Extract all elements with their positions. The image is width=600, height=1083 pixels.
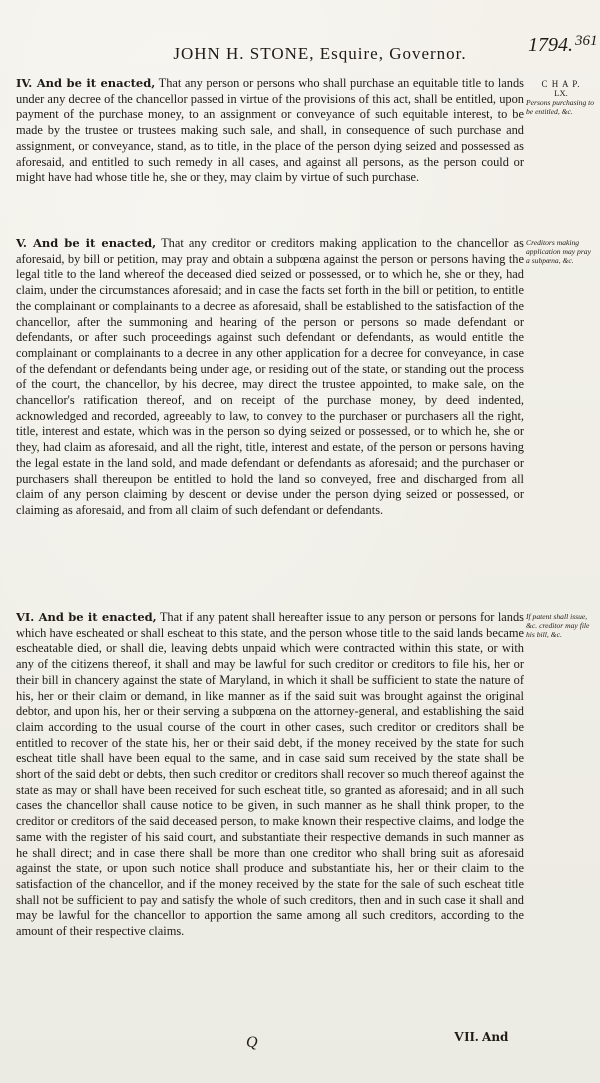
section-v-body: That any creditor or creditors making application to the chancellor as aforesaid, by bill or petition, may pray and obtain a subpœna against the person or persons having the legal title to the land whereof the deceased died seized or possessed, or to which he, she or they, had claim, under the circumstances aforesaid; and in case the facts set forth in the bill or petition, to entitle the complainant or complainants to a decree as aforesaid, shall be established to the satisfaction of the chancellor, after the summoning and hearing of the person or persons so made defendant or defendants, or after such proceedings against such defendant or defendants, as would entitle the complainant or complainants to a decree in any other application for a decree for conveyance, in case of the defendant or defendants being under age, or residing out of the state, or standing out the process of the court, the chancellor, by his decree, may direct the trustee appointed, to make sale, on the chancellor's ratification thereof, and on receipt of the purchase money, by deed indented, acknowledged and recorded, agreeably to law, to convey to the purchaser or purchasers all the right, title, interest and estate, which was in the person so dying seized or possessed, or to which he, she or they, had claim as aforesaid, and all the right, title, interest and estate, of the person or persons having the legal estate in the land sold, and made defendant or defendants as aforesaid; and the purchaser or purchasers shall thereupon be entitled to hold the land so conveyed, free and discharged from all claim of any person claiming by descent or devise under the person dying seized or possessed, or claiming as aforesaid, and from all claim of such defendant or defendants. (16, 236, 524, 517)
section-v-lead: V. And be it enacted, (16, 236, 157, 250)
section-vi-lead: VI. And be it enacted, (16, 610, 157, 624)
section-vi (16, 610, 524, 940)
margin-note-vi (526, 612, 596, 639)
section-vi-body: That if any patent shall hereafter issue to any person or persons for lands which have escheated or shall escheat to this state, and the person whose title to the said lands became escheatable died, or shall die, leaving debts unpaid which were contracted within this state, or with any of the citizens thereof, it shall and may be lawful for such creditor or creditors to file his, her or their bill in chancery against the state of Maryland, in which it shall be sufficient to state the nature of his, her or their claim or demand, in like manner as if the said suit was brought against the original debtor, and upon his, her or their serving a subpœna on the attorney-general, and establishing the said claim according to the usual course of the court in other cases, such creditor or creditors shall be entitled to recover of the state his, her or their said debt, if the money received by the state for such escheat title shall have been equal to the same, and in case said sum received by the state shall be short of the said debt or debts, then such creditor or creditors shall recover so much thereof against the state as may or shall have been received for such escheat title, so granted as aforesaid; and in all such cases the chancellor shall cause notice to be given, in such manner as he shall think proper, to the creditor or creditors of the said deceased person, to make known their respective claims, and lodge the same with the register of his said court, and substantiate their respective demands in such manner as he shall direct; and in case there shall be more than one creditor who shall bring suit as aforesaid against the state, or upon such notice shall produce and substantiate his, her or their claim to the satisfaction of the chancellor, and if the money received by the state for the sale of such escheat title shall not be sufficient to pay and satisfy the whole of such creditors, then and in such case it shall and may be lawful for the chancellor to apportion the same among all such creditors, according to the amount of their respective claims. (16, 610, 524, 939)
section-iv (16, 76, 524, 186)
page-header: JOHN H. STONE, Esquire, Governor. (173, 44, 467, 63)
margin-note-v-text: Creditors making application may pray a subpœna, &c. (526, 238, 591, 265)
section-iv-lead: IV. And be it enacted, (16, 76, 156, 90)
margin-note-vi-text: If patent shall issue, &c. creditor may file his bill, &c. (526, 612, 590, 639)
catchword-word: And (482, 1030, 509, 1044)
page-number: 361 (575, 33, 598, 49)
margin-note-v (526, 238, 596, 265)
section-v (16, 236, 524, 519)
margin-note-iv-text: Persons purchasing to be entitled, &c. (526, 98, 595, 116)
chapter-label: C H A P. (541, 79, 581, 89)
catchword (454, 1030, 508, 1046)
section-iv-body: That any person or persons who shall purchase an equitable title to lands under any decree of the chancellor passed in virtue of the provisions of this act, shall be entitled, upon payment of the purchase money, to an assignment or conveyance of such equitable interest, to be made by the trustee or trustees making such sale, and shall, in consequence of such purchase and assignment, or conveyance, stand, as to title, in the place of the person dying seized and possessed as aforesaid, and entitled to such remedy in all cases, and against all persons, as the person could or might have had whose title he, she or they, may claim by virtue of such purchase. (16, 76, 524, 185)
margin-note-iv (526, 80, 596, 116)
signature-mark: Q (246, 1034, 258, 1051)
catchword-number: VII. (454, 1030, 479, 1045)
chapter-number: LX. (554, 88, 568, 98)
page-year (528, 34, 598, 57)
year-label: 1794. (528, 34, 573, 56)
